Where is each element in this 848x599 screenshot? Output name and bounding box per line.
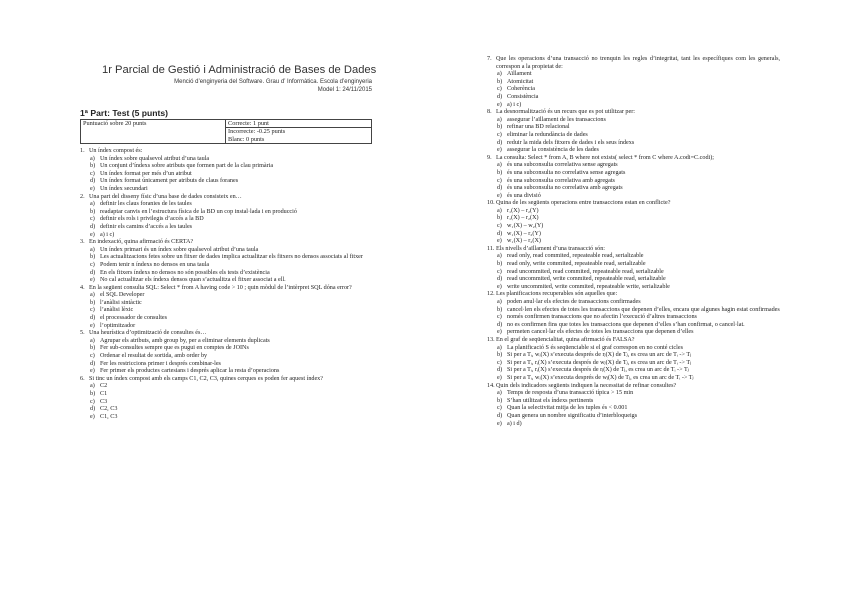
option-text: Consistència xyxy=(507,93,539,100)
option-text: Agrupar els atributs, amb group by, per a eliminar elements duplicats xyxy=(100,337,270,344)
question-text: Quina de les següents operacions entre transaccions estan en conflicte? xyxy=(496,200,671,207)
answer-option xyxy=(80,345,372,353)
answer-option xyxy=(487,79,780,87)
answer-option xyxy=(80,254,372,262)
option-text: Un índex sobre qualsevol atribut d’una taula xyxy=(100,155,210,162)
option-letter: c) xyxy=(90,398,95,405)
exam-title: 1r Parcial de Gestió i Administració de Bases de Dades xyxy=(102,64,377,76)
answer-option xyxy=(80,361,372,369)
answer-option xyxy=(80,338,372,346)
question-text: Les planificacions recuperables són aquelles que: xyxy=(496,291,618,298)
answer-option xyxy=(80,277,372,285)
questions-left-column xyxy=(80,148,372,421)
option-letter: a) xyxy=(90,201,95,208)
option-letter: a) xyxy=(497,390,502,397)
question-number: 8. xyxy=(487,109,492,116)
option-text: l’optimitzador xyxy=(100,322,136,329)
option-text: és una divisió xyxy=(507,192,541,199)
option-text: a) i d) xyxy=(507,420,522,427)
option-letter: d) xyxy=(497,412,503,419)
option-letter: b) xyxy=(90,208,96,215)
option-letter: a) xyxy=(497,344,502,351)
answer-option xyxy=(80,323,372,331)
answer-option xyxy=(80,186,372,194)
answer-option xyxy=(487,398,780,406)
option-letter: e) xyxy=(90,277,95,284)
option-text: write uncommited, write commited, repeateable write, serializable xyxy=(507,283,670,290)
scoring-table xyxy=(80,119,372,144)
option-letter: c) xyxy=(497,405,502,412)
option-text: definir els camins d’accés a les taules xyxy=(100,223,193,230)
questions-right-column xyxy=(487,56,780,428)
option-letter: d) xyxy=(497,185,503,192)
answer-option xyxy=(80,315,372,323)
question xyxy=(487,383,780,429)
option-letter: e) xyxy=(497,329,502,336)
answer-option xyxy=(487,94,780,102)
question-number: 11. xyxy=(487,245,495,252)
option-letter: d) xyxy=(90,178,96,185)
answer-option xyxy=(487,367,780,375)
answer-option xyxy=(487,238,780,246)
option-letter: c) xyxy=(497,268,502,275)
option-letter: e) xyxy=(90,413,95,420)
question-number: 10. xyxy=(487,200,495,207)
option-letter: a) xyxy=(90,246,95,253)
option-letter: d) xyxy=(90,360,96,367)
option-letter: d) xyxy=(90,406,96,413)
option-letter: c) xyxy=(90,353,95,360)
option-text: és una subconsulta correlativa sense agregats xyxy=(507,162,618,169)
question xyxy=(487,155,780,201)
question-number: 2. xyxy=(80,193,85,200)
option-letter: c) xyxy=(90,307,95,314)
answer-option xyxy=(487,71,780,79)
option-text: Temps de resposta d’una transacció típica > 15 min xyxy=(507,390,634,397)
question xyxy=(487,200,780,246)
option-letter: a) xyxy=(497,116,502,123)
option-letter: d) xyxy=(497,276,503,283)
question-number: 9. xyxy=(487,154,492,161)
answer-option xyxy=(487,413,780,421)
question xyxy=(80,376,372,422)
option-text: La planificació S és seqüenciable si el graf correspon en no conté cicles xyxy=(507,344,683,351)
question-number: 1. xyxy=(80,148,85,154)
option-letter: d) xyxy=(497,367,503,374)
option-letter: d) xyxy=(497,230,503,237)
option-text: assegurar l’aïllament de les transaccions xyxy=(507,116,606,123)
option-letter: c) xyxy=(497,131,502,138)
option-letter: d) xyxy=(90,223,96,230)
answer-option xyxy=(80,353,372,361)
answer-option xyxy=(80,399,372,407)
answer-option xyxy=(487,421,780,429)
option-letter: a) xyxy=(497,253,502,260)
answer-option xyxy=(487,276,780,284)
option-text: reduir la mida dels fitxers de dades i els seus índexs xyxy=(507,139,635,146)
option-letter: d) xyxy=(497,139,503,146)
option-text: Un índex secundari xyxy=(100,185,148,192)
option-letter: a) xyxy=(90,155,95,162)
option-letter: b) xyxy=(90,299,96,306)
question xyxy=(487,109,780,155)
option-text: r₁(X) – r₂(X) xyxy=(507,215,539,222)
option-text: Si per a Tᵢ, rᵢ(X) s’executa després de wⱼ(X) de Tⱼ, es crea un arc de Tᵢ -> Tⱼ xyxy=(507,359,692,366)
answer-option xyxy=(80,406,372,414)
answer-option xyxy=(487,329,780,337)
option-text: el SQL Developer xyxy=(100,292,145,299)
answer-option xyxy=(487,86,780,94)
option-text: S’han utilitzat els índexs pertinents xyxy=(507,397,594,404)
answer-option xyxy=(487,170,780,178)
answer-option xyxy=(80,262,372,270)
option-letter: d) xyxy=(497,321,503,328)
scoring-blank: Blanc: 0 punts xyxy=(226,136,372,144)
option-letter: d) xyxy=(90,315,96,322)
exam-subtitle xyxy=(74,78,372,94)
question-text: Quin dels indicadors següents indiquen la necessitat de refinar consultes? xyxy=(496,382,677,389)
question-text: Un índex compost és: xyxy=(89,148,143,154)
option-text: r₁(X) – r₂(Y) xyxy=(507,207,539,214)
option-letter: b) xyxy=(497,306,503,313)
answer-option xyxy=(487,223,780,231)
option-letter: c) xyxy=(497,177,502,184)
option-text: l’anàlisi lèxic xyxy=(100,307,134,314)
answer-option xyxy=(80,163,372,171)
option-text: C1 xyxy=(100,391,108,397)
option-text: Atomicitat xyxy=(507,78,534,85)
question xyxy=(80,239,372,285)
answer-option xyxy=(80,307,372,315)
option-letter: e) xyxy=(90,368,95,375)
option-text: Un índex format únicament per atributs de claus foranes xyxy=(100,178,239,185)
option-letter: a) xyxy=(90,383,95,390)
option-letter: c) xyxy=(497,314,502,321)
answer-option xyxy=(80,414,372,422)
question xyxy=(80,285,372,331)
answer-option xyxy=(487,299,780,307)
question xyxy=(487,337,780,383)
option-letter: e) xyxy=(497,283,502,290)
answer-option xyxy=(487,162,780,170)
answer-option xyxy=(487,352,780,360)
option-letter: e) xyxy=(497,101,502,108)
question-text: Una part del disseny físic d’una base de dades consisteix en… xyxy=(89,193,242,200)
option-letter: a) xyxy=(497,299,502,305)
option-letter: b) xyxy=(497,169,503,176)
option-letter: c) xyxy=(497,359,502,366)
option-text: l’anàlisi sintàctic xyxy=(100,299,142,306)
option-text: Fer les restriccions primer i després combinar-les xyxy=(100,360,221,367)
option-text: cancel·len els efectes de totes les transaccions que depenen d’elles, encara que algunes hagin estat confirmades xyxy=(507,306,780,313)
option-letter: b) xyxy=(90,345,96,352)
answer-option xyxy=(80,201,372,209)
option-letter: b) xyxy=(497,397,503,404)
option-text: Ordenar el resultat de sortida, amb order by xyxy=(100,353,208,360)
option-text: el processador de consultes xyxy=(100,315,168,322)
option-text: només confirmen transaccions que no afectin l’execució d’altres transaccions xyxy=(507,314,697,321)
option-letter: e) xyxy=(497,147,502,154)
answer-option xyxy=(487,314,780,322)
option-text: definir els rols i privilegis d’accés a la BD xyxy=(100,216,204,223)
question-text: Que les operacions d’una transacció no trenquin les regles d’integritat, tant les específiques com les generals, correspon a la propietat de: xyxy=(496,56,780,70)
option-text: Un índex primari és un índex sobre qualsevol atribut d’una taula xyxy=(100,246,259,253)
answer-option xyxy=(487,178,780,186)
answer-option xyxy=(487,253,780,261)
scoring-correct: Correcte: 1 punt xyxy=(226,120,372,128)
option-text: assegurar la consistència de les dades xyxy=(507,147,599,154)
option-letter: a) xyxy=(90,292,95,299)
option-text: w₁(X) – w₂(Y) xyxy=(507,223,544,230)
option-letter: e) xyxy=(90,185,95,192)
question-text: Una heurística d’optimització de consultes és… xyxy=(89,330,207,337)
option-text: Fer primer els productes cartesians i després aplicar la resta d’operacions xyxy=(100,368,280,375)
option-text: w₁(X) – r₂(X) xyxy=(507,238,541,245)
option-text: Les actualitzacions fetes sobre un fitxer de dades implica actualitzar els fitxers no densos associats al fitxer xyxy=(100,254,363,261)
question xyxy=(80,148,372,194)
option-text: Fer sub-consultes sempre que es pugui en comptes de JOINs xyxy=(100,345,249,352)
question-number: 5. xyxy=(80,330,85,337)
question-text: La consulta: Select * from A, B where not exists( select * from C where A.codi=C.codi); xyxy=(496,154,714,161)
option-text: readaptar canvis en l’estructura física de la BD un cop instal·lada i en producció xyxy=(100,208,297,215)
answer-option xyxy=(487,124,780,132)
option-letter: e) xyxy=(497,420,502,427)
question-text: En indexació, quina afirmació és CERTA? xyxy=(89,239,194,246)
answer-option xyxy=(80,292,372,300)
answer-option xyxy=(487,102,780,110)
option-letter: b) xyxy=(497,124,503,131)
exam-subtitle-line-1: Menció d’enginyeria del Software. Grau d’ Informàtica. Escola d’enginyeria xyxy=(174,79,372,85)
option-letter: a) xyxy=(497,71,502,78)
question-text: En el graf de seqüencialitat, quina afirmació és FALSA? xyxy=(496,336,635,343)
answer-option xyxy=(487,132,780,140)
part-heading: 1ª Part: Test (5 punts) xyxy=(80,108,169,118)
option-text: w₁(X) – r₂(Y) xyxy=(507,230,541,237)
option-letter: b) xyxy=(90,391,96,397)
option-letter: b) xyxy=(90,163,96,170)
option-text: read only, write commited, repeateable read, serializable xyxy=(507,261,646,268)
option-letter: c) xyxy=(497,86,502,93)
question-text: En la següent consulta SQL: Select * from A having code > 10 ; quin mòdul de l’intèrpret SQL dóna error? xyxy=(89,284,352,291)
option-text: C1, C3 xyxy=(100,413,118,420)
option-text: Quan la selectivitat mitja de les tuples és < 0.001 xyxy=(507,405,628,412)
question-text: La desnormalització és un recurs que es pot utilitzar per: xyxy=(496,109,635,116)
option-letter: b) xyxy=(90,254,96,261)
option-text: read uncommited, write commited, repeateable read, serializable xyxy=(507,276,666,283)
question xyxy=(487,291,780,337)
answer-option xyxy=(80,368,372,376)
answer-option xyxy=(487,261,780,269)
question-number: 14. xyxy=(487,382,495,389)
question xyxy=(487,246,780,292)
answer-option xyxy=(487,405,780,413)
answer-option xyxy=(80,300,372,308)
answer-option xyxy=(487,375,780,383)
question-number: 6. xyxy=(80,375,85,382)
answer-option xyxy=(80,391,372,399)
question-number: 7. xyxy=(487,56,492,62)
option-letter: d) xyxy=(497,93,503,100)
option-text: C2 xyxy=(100,383,108,390)
option-letter: b) xyxy=(497,261,503,268)
option-letter: a) xyxy=(497,162,502,169)
option-text: Un índex format per més d’un atribut xyxy=(100,170,192,177)
option-text: No cal actualitzar els índexs densos quan s’actualitza el fitxer associat a ell. xyxy=(100,277,286,284)
option-letter: b) xyxy=(497,78,503,85)
option-text: a) i c) xyxy=(507,101,522,108)
option-text: definir les claus foranies de les taules xyxy=(100,201,192,208)
option-letter: a) xyxy=(497,207,502,214)
question-text: Els nivells d’aïllament d’una transacció són: xyxy=(496,245,605,252)
option-letter: e) xyxy=(90,231,95,238)
option-text: Coherència xyxy=(507,86,535,93)
answer-option xyxy=(487,185,780,193)
option-text: és una subconsulta no correlativa sense agregats xyxy=(507,169,626,176)
question-number: 4. xyxy=(80,284,85,291)
answer-option xyxy=(80,178,372,186)
answer-option xyxy=(80,224,372,232)
option-letter: e) xyxy=(497,374,502,381)
question-number: 13. xyxy=(487,336,495,343)
option-letter: e) xyxy=(90,322,95,329)
scoring-total: Puntuació sobre 20 punts xyxy=(81,120,226,144)
option-letter: c) xyxy=(90,216,95,223)
option-text: Si per a Tᵢ, wᵢ(X) s’executa després de rⱼ(X) de Tⱼ, es crea un arc de Tᵢ -> Tⱼ xyxy=(507,352,692,359)
answer-option xyxy=(487,215,780,223)
answer-option xyxy=(80,232,372,240)
option-text: permeten cancel·lar els efectes de totes les transaccions que depenen d’elles xyxy=(507,329,694,336)
option-text: Si per a Tᵢ, rᵢ(X) s’executa després de rⱼ(X) de Tⱼ, es crea un arc de Tᵢ -> Tⱼ xyxy=(507,367,689,374)
answer-option xyxy=(487,390,780,398)
answer-option xyxy=(80,383,372,391)
option-text: no es confirmen fins que totes les transaccions que depenen d’elles s’han confirmat, o cancel·lat. xyxy=(507,321,745,328)
question xyxy=(80,194,372,240)
answer-option xyxy=(487,269,780,277)
option-text: Un conjunt d’índexs sobre atributs que formen part de la clau primària xyxy=(100,163,274,170)
option-letter: a) xyxy=(90,337,95,344)
question-number: 12. xyxy=(487,291,495,298)
option-text: refinar una BD relacional xyxy=(507,124,570,131)
option-text: eliminar la redundància de dades xyxy=(507,131,588,138)
option-text: read uncommited, read commited, repeateable read, serializable xyxy=(507,268,664,275)
question xyxy=(487,56,780,109)
option-letter: e) xyxy=(497,238,502,245)
question-number: 3. xyxy=(80,239,85,246)
question-text: Si tinc un índex compost amb els camps C1, C2, C3, quines cerques es poden fer aquest índex? xyxy=(89,375,323,382)
option-text: C2, C3 xyxy=(100,406,118,413)
answer-option xyxy=(80,216,372,224)
option-text: Quan genera un nombre significatiu d’interbloqueigs xyxy=(507,412,638,419)
option-letter: c) xyxy=(90,170,95,177)
option-text: poden anul·lar els efectes de transaccions confirmades xyxy=(507,299,641,305)
option-text: Si per a Tᵢ, wᵢ(X) s’executa després de wⱼ(X) de Tⱼ, es crea un arc de Tᵢ -> Tⱼ xyxy=(507,374,694,381)
exam-model-date: Model 1: 24/11/2015 xyxy=(317,87,372,93)
option-text: C3 xyxy=(100,398,108,405)
answer-option xyxy=(487,140,780,148)
option-letter: d) xyxy=(90,269,96,276)
option-text: Podem tenir n índexs no densos en una taula xyxy=(100,261,210,268)
option-text: Aïllament xyxy=(507,71,532,78)
option-letter: b) xyxy=(497,215,503,222)
option-letter: e) xyxy=(497,192,502,199)
option-text: a) i c) xyxy=(100,231,115,238)
option-text: és una subconsulta no correlativa amb agregats xyxy=(507,185,623,192)
option-text: En els fitxers índexs no densos no són possibles els tests d’existència xyxy=(100,269,270,276)
option-text: read only, read commited, repeateable read, serializable xyxy=(507,253,644,260)
scoring-incorrect: Incorrecte: -0.25 punts xyxy=(226,128,372,136)
option-letter: b) xyxy=(497,352,503,359)
option-letter: c) xyxy=(90,261,95,268)
question xyxy=(80,330,372,376)
answer-option xyxy=(487,147,780,155)
answer-option xyxy=(80,270,372,278)
option-letter: c) xyxy=(497,223,502,230)
option-text: és una subconsulta correlativa amb agregats xyxy=(507,177,615,184)
